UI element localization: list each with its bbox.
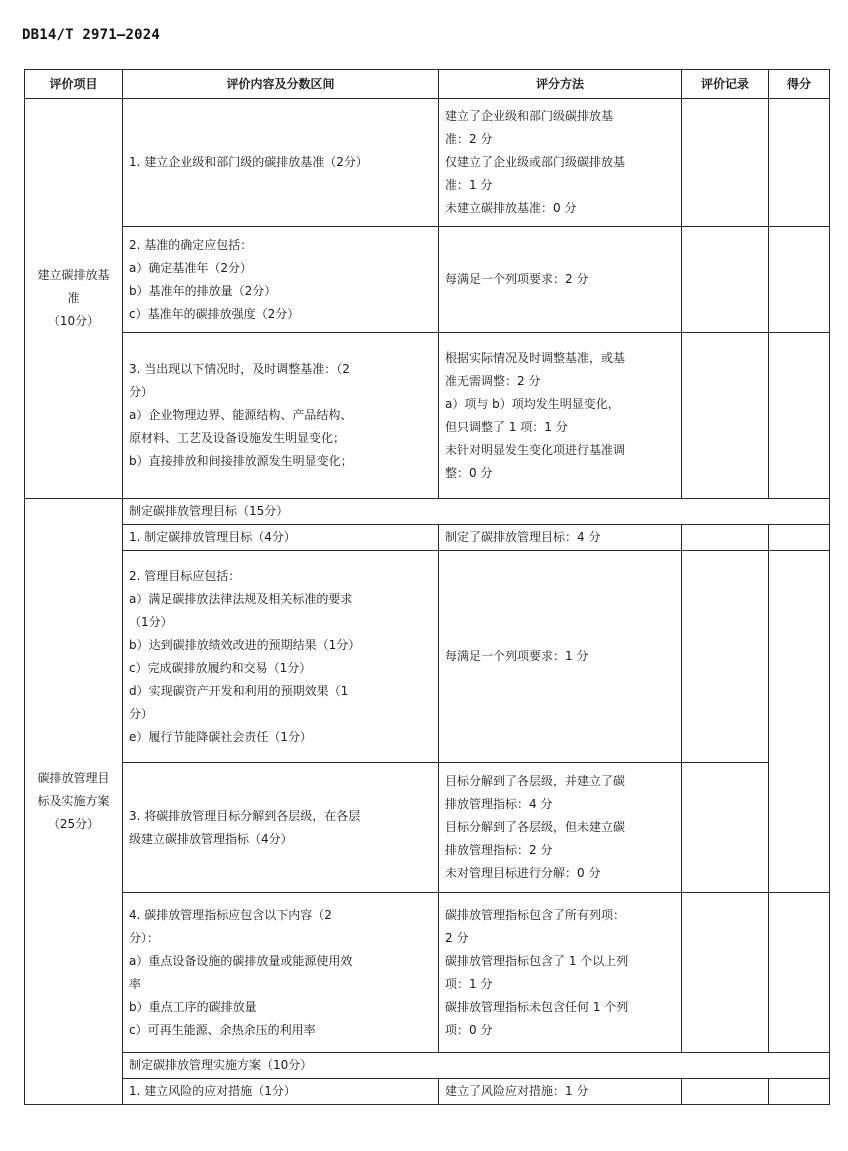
subheader-targets: 制定碳排放管理目标（15分） <box>123 499 830 525</box>
method-cell: 碳排放管理指标包含了所有列项： 2 分 碳排放管理指标包含了 1 个以上列 项：1 分 碳排放管理指标未包含任何 1 个列 项：0 分 <box>439 893 682 1053</box>
header-row <box>25 70 830 99</box>
score-cell[interactable] <box>769 227 830 333</box>
content-cell: 2. 基准的确定应包括： a）确定基准年（2分） b）基准年的排放量（2分） c）基准年的碳排放强度（2分） <box>123 227 439 333</box>
record-cell[interactable] <box>682 333 769 499</box>
table-row <box>25 763 830 893</box>
content-cell: 1. 建立企业级和部门级的碳排放基准（2分） <box>123 99 439 227</box>
record-cell[interactable] <box>682 1079 769 1105</box>
score-cell[interactable] <box>769 525 830 551</box>
score-cell[interactable] <box>769 333 830 499</box>
table-row <box>25 99 830 227</box>
score-cell[interactable] <box>769 99 830 227</box>
score-cell[interactable] <box>769 551 830 893</box>
record-cell[interactable] <box>682 99 769 227</box>
content-cell: 3. 将碳排放管理目标分解到各层级，在各层 级建立碳排放管理指标（4分） <box>123 763 439 893</box>
subheader-row <box>25 1053 830 1079</box>
table-row <box>25 227 830 333</box>
section1-item: 建立碳排放基 准 （10分） <box>25 99 123 499</box>
record-cell[interactable] <box>682 763 769 893</box>
content-cell: 1. 制定碳排放管理目标（4分） <box>123 525 439 551</box>
record-cell[interactable] <box>682 551 769 763</box>
table-row <box>25 1079 830 1105</box>
record-cell[interactable] <box>682 893 769 1053</box>
method-cell: 目标分解到了各层级，并建立了碳 排放管理指标：4 分 目标分解到了各层级，但未建立碳 排放管理指标：2 分 未对管理目标进行分解：0 分 <box>439 763 682 893</box>
content-cell: 2. 管理目标应包括： a）满足碳排放法律法规及相关标准的要求 （1分） b）达到碳排放绩效改进的预期结果（1分） c）完成碳排放履约和交易（1分） d）实现碳资产开发和利用的预期效果（1 分） e）履行节能降碳社会责任（1分） <box>123 551 439 763</box>
subheader-plan: 制定碳排放管理实施方案（10分） <box>123 1053 830 1079</box>
method-cell: 建立了风险应对措施：1 分 <box>439 1079 682 1105</box>
record-cell[interactable] <box>682 525 769 551</box>
content-cell: 1. 建立风险的应对措施（1分） <box>123 1079 439 1105</box>
method-cell: 制定了碳排放管理目标：4 分 <box>439 525 682 551</box>
table-row <box>25 551 830 763</box>
header-content: 评价内容及分数区间 <box>123 70 439 99</box>
header-method: 评分方法 <box>439 70 682 99</box>
table-row <box>25 893 830 1053</box>
score-cell[interactable] <box>769 893 830 1053</box>
section2-item: 碳排放管理目 标及实施方案 （25分） <box>25 499 123 1105</box>
table-row <box>25 525 830 551</box>
method-cell: 每满足一个列项要求：2 分 <box>439 227 682 333</box>
header-score: 得分 <box>769 70 830 99</box>
subheader-row <box>25 499 830 525</box>
table-row <box>25 333 830 499</box>
method-cell: 建立了企业级和部门级碳排放基 准：2 分 仅建立了企业级或部门级碳排放基 准：1 分 未建立碳排放基准：0 分 <box>439 99 682 227</box>
content-cell: 4. 碳排放管理指标应包含以下内容（2 分）： a）重点设备设施的碳排放量或能源使用效 率 b）重点工序的碳排放量 c）可再生能源、余热余压的利用率 <box>123 893 439 1053</box>
header-record: 评价记录 <box>682 70 769 99</box>
method-cell: 每满足一个列项要求：1 分 <box>439 551 682 763</box>
record-cell[interactable] <box>682 227 769 333</box>
content-cell: 3. 当出现以下情况时，及时调整基准：（2 分） a）企业物理边界、能源结构、产品结构、 原材料、工艺及设备设施发生明显变化； b）直接排放和间接排放源发生明显变化； <box>123 333 439 499</box>
method-cell: 根据实际情况及时调整基准，或基 准无需调整：2 分 a）项与 b）项均发生明显变化， 但只调整了 1 项：1 分 未针对明显发生变化项进行基准调 整：0 分 <box>439 333 682 499</box>
evaluation-table <box>24 69 830 1105</box>
document-code: DB14/T 2971—2024 <box>22 27 161 43</box>
header-item: 评价项目 <box>25 70 123 99</box>
score-cell[interactable] <box>769 1079 830 1105</box>
